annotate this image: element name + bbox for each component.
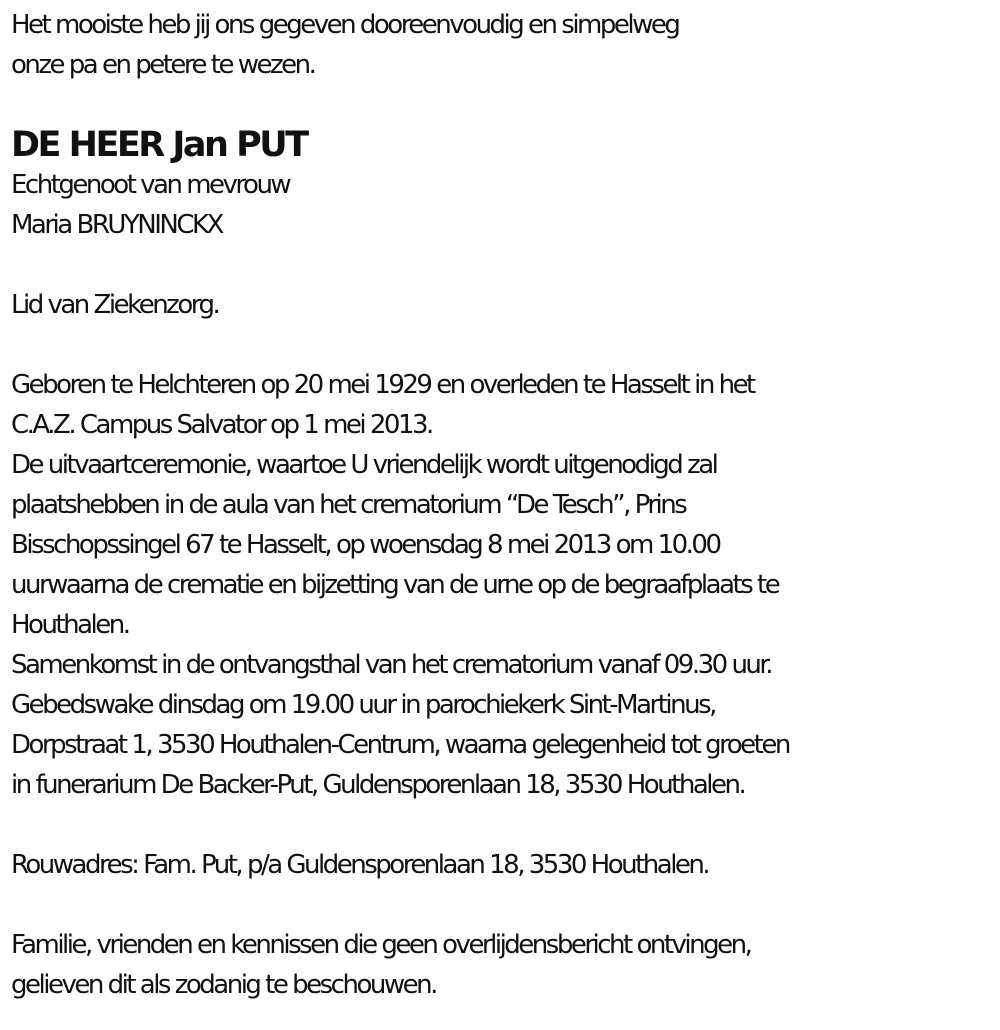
spacer [11,325,996,365]
details-line: Bisschopssingel 67 te Hasselt, op woensdag 8 mei 2013 om 10.00 [11,530,720,560]
spouse-line: Echtgenoot van mevrouw [11,170,290,200]
closing-paragraph [11,925,996,1005]
details-line: Samenkomst in de ontvangsthal van het crematorium vanaf 09.30 uur. [11,650,771,680]
obituary-notice [11,5,996,1005]
closing-line: gelieven dit als zodanig te beschouwen. [11,970,436,1000]
intro-quote [11,5,996,85]
closing-line: Familie, vrienden en kennissen die geen overlijdensbericht ontvingen, [11,930,751,960]
details-line: plaatshebben in de aula van het crematorium “De Tesch”, Prins [11,490,686,520]
details-line: Dorpstraat 1, 3530 Houthalen-Centrum, waarna gelegenheid tot groeten [11,730,789,760]
intro-line: onze pa en petere te wezen. [11,50,315,80]
details-line: uurwaarna de crematie en bijzetting van de urne op de begraafplaats te [11,570,779,600]
deceased-name: DE HEER Jan PUT [11,125,307,165]
details-line: Houthalen. [11,610,129,640]
mourning-address: Rouwadres: Fam. Put, p/a Guldensporenlaan 18, 3530 Houthalen. [11,850,709,880]
spacer [11,805,996,845]
details-line: C.A.Z. Campus Salvator op 1 mei 2013. [11,410,432,440]
details-line: Geboren te Helchteren op 20 mei 1929 en overleden te Hasselt in het [11,370,754,400]
spouse-block [11,165,996,245]
details-paragraph [11,365,996,805]
spacer [11,885,996,925]
membership-text: Lid van Ziekenzorg. [11,290,219,320]
details-line: Gebedswake dinsdag om 19.00 uur in parochiekerk Sint-Martinus, [11,690,715,720]
details-line: in funerarium De Backer-Put, Guldensporenlaan 18, 3530 Houthalen. [11,770,745,800]
intro-line: Het mooiste heb jij ons gegeven dooreenvoudig en simpelweg [11,10,679,40]
spouse-name: Maria BRUYNINCKX [11,210,222,240]
spacer [11,245,996,285]
details-line: De uitvaartceremonie, waartoe U vriendelijk wordt uitgenodigd zal [11,450,717,480]
